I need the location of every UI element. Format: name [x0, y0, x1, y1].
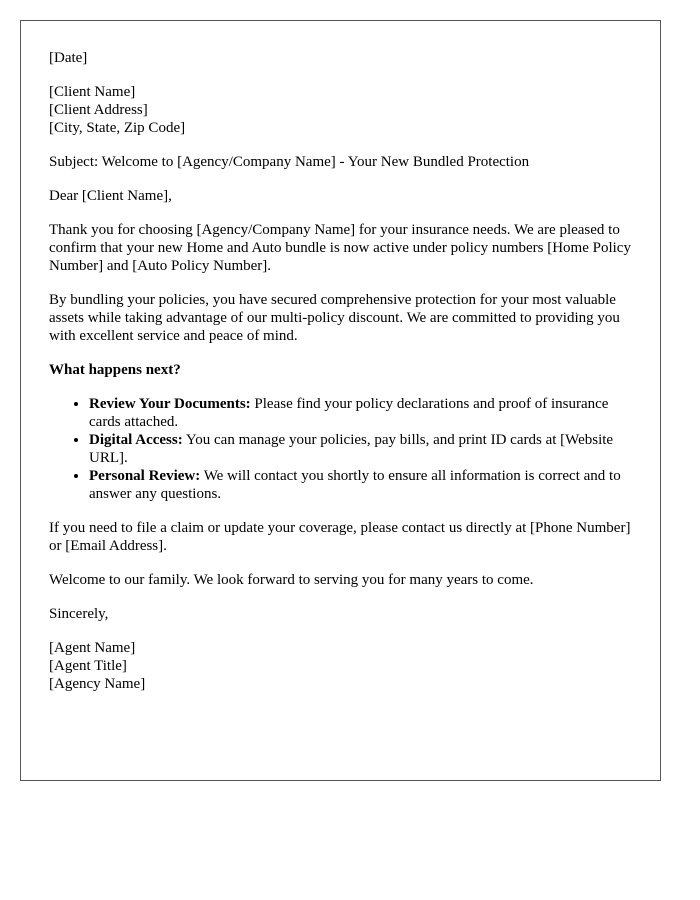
- letter-paragraph-bundle: By bundling your policies, you have secured comprehensive protection for your most valuable assets while taking advantage of our multi-policy discount. We are committed to providing you with excellent service and peace of mind.: [49, 292, 620, 344]
- agency-name: [Agency Name]: [49, 676, 146, 692]
- letter-body: [49, 49, 639, 709]
- letter-date: [Date]: [49, 50, 88, 66]
- letter-salutation: Dear [Client Name],: [49, 188, 172, 204]
- recipient-city-state-zip: [City, State, Zip Code]: [49, 120, 186, 136]
- letter-page: [20, 20, 661, 781]
- next-step-term: Personal Review:: [89, 468, 201, 484]
- next-steps-heading: What happens next?: [49, 362, 181, 378]
- letter-closing: Sincerely,: [49, 606, 109, 622]
- recipient-name: [Client Name]: [49, 84, 136, 100]
- recipient-address: [Client Address]: [49, 102, 148, 118]
- next-step-text: You can manage your policies, pay bills, and print ID cards at [Website URL].: [89, 432, 614, 466]
- letter-paragraph-welcome: Welcome to our family. We look forward to serving you for many years to come.: [49, 572, 534, 588]
- next-step-text: Please find your policy declarations and proof of insurance cards attached.: [89, 396, 609, 430]
- agent-title: [Agent Title]: [49, 658, 127, 674]
- next-step-item: [89, 395, 639, 431]
- next-steps-list: [49, 395, 639, 503]
- next-step-text: We will contact you shortly to ensure all information is correct and to answer any questions.: [89, 468, 621, 502]
- agent-name: [Agent Name]: [49, 640, 136, 656]
- letter-paragraph-intro: Thank you for choosing [Agency/Company Name] for your insurance needs. We are pleased to confirm that your new Home and Auto bundle is now active under policy numbers [Home Policy Number] and [Auto Policy Number].: [49, 222, 631, 274]
- next-step-term: Digital Access:: [89, 432, 183, 448]
- next-step-term: Review Your Documents:: [89, 396, 251, 412]
- signature-block: [49, 639, 639, 693]
- next-step-item: [89, 467, 639, 503]
- recipient-address-block: [49, 83, 639, 137]
- letter-paragraph-contact: If you need to file a claim or update your coverage, please contact us directly at [Phone Number] or [Email Address].: [49, 520, 631, 554]
- letter-subject: Subject: Welcome to [Agency/Company Name] - Your New Bundled Protection: [49, 154, 530, 170]
- next-step-item: [89, 431, 639, 467]
